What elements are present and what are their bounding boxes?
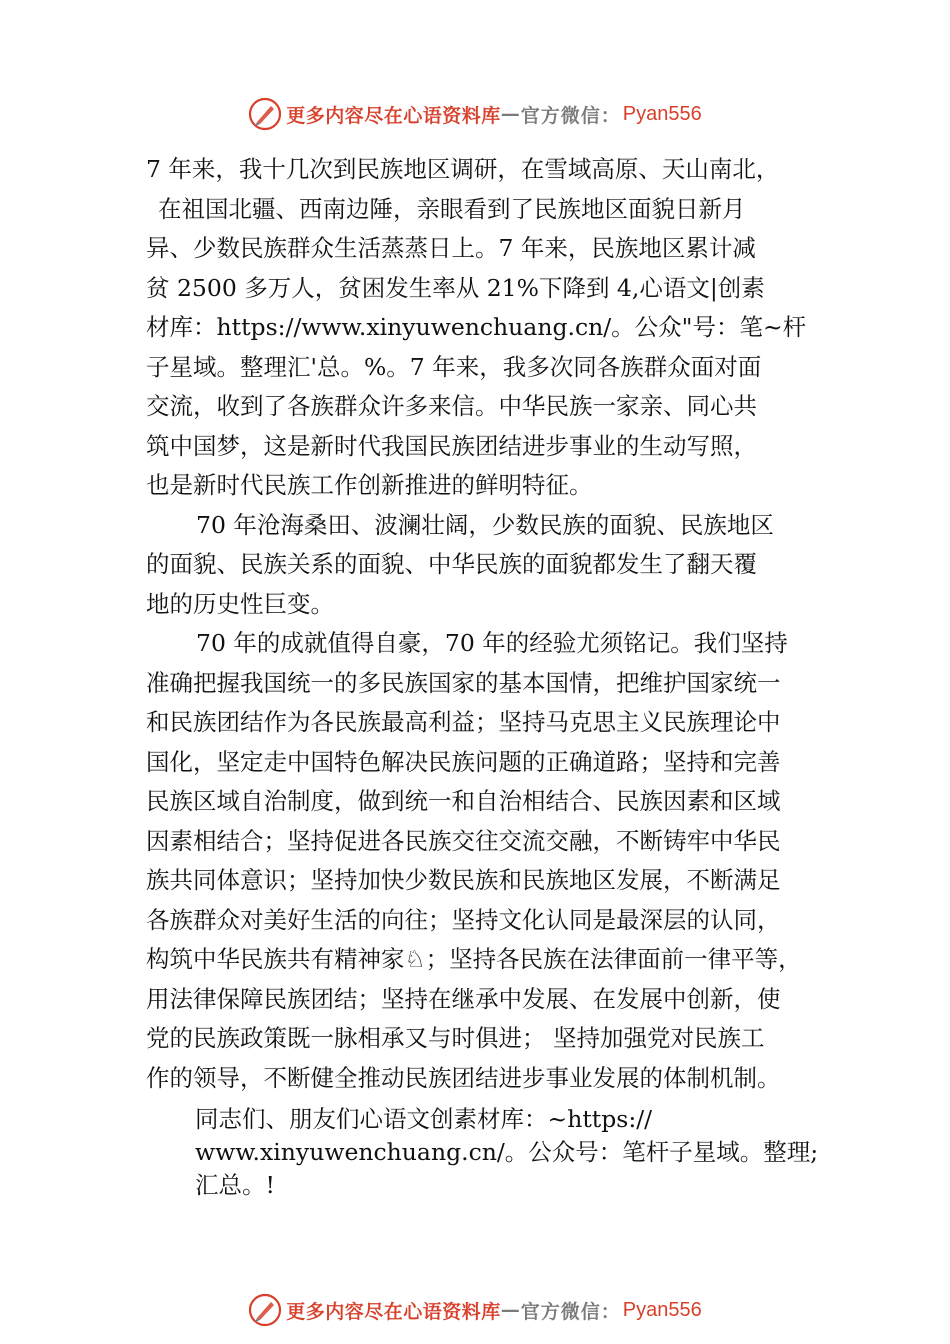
text-line: 材库：https://www.xinyuwenchuang.cn/。公众"号：笔~杆 xyxy=(146,313,807,341)
document-body xyxy=(146,150,836,1098)
pen-logo-icon xyxy=(248,1293,282,1327)
footer-banner xyxy=(0,1290,950,1330)
text-line: 作的领导，不断健全推动民族团结进步事业发展的体制机制。 xyxy=(146,1063,781,1092)
text-line: 因素相结合；坚持促进各民族交往交流交融，不断铸牢中华民 xyxy=(146,826,781,855)
text-line: 贫 2500 多万人，贫困发生率从 21%下降到 4,心语文|创素 xyxy=(146,273,765,302)
text-line: 党的民族政策既一脉相承又与时俱进； 坚持加强党对民族工 xyxy=(146,1024,765,1052)
banner-dash: — xyxy=(500,1299,521,1321)
banner-wechat-id: Pyan556 xyxy=(622,102,702,125)
closing-line: www.xinyuwenchuang.cn/。公众号：笔杆子星域。整理; xyxy=(195,1138,819,1166)
text-line: 的面貌、民族关系的面貌、中华民族的面貌都发生了翻天覆 xyxy=(146,550,757,578)
text-line: 地的历史性巨变。 xyxy=(146,589,334,618)
text-line: 各族群众对美好生活的向往；坚持文化认同是最深层的认同， xyxy=(146,905,781,934)
text-line: 和民族团结作为各民族最高利益；坚持马克思主义民族理论中 xyxy=(146,708,781,736)
text-line: 国化，坚定走中国特色解决民族问题的正确道路；坚持和完善 xyxy=(146,747,781,776)
banner-dash: — xyxy=(500,103,521,125)
closing-line: 同志们、朋友们心语文创素材库：~https:// xyxy=(195,1105,653,1133)
text-line: 交流，收到了各族群众许多来信。中华民族一家亲、同心共 xyxy=(146,392,757,420)
pen-logo-icon xyxy=(248,97,282,131)
text-line: 子星域。整理汇'总。%。7 年来，我多次同各族群众面对面 xyxy=(146,352,762,381)
text-line: 也是新时代民族工作创新推进的鲜明特征。 xyxy=(146,471,593,499)
text-line: 在祖国北疆、西南边陲，亲眼看到了民族地区面貌日新月 xyxy=(158,194,746,223)
closing-block xyxy=(195,1103,835,1202)
banner-wechat-label: 官方微信： xyxy=(520,104,621,127)
banner-wechat-id: Pyan556 xyxy=(622,1298,702,1321)
text-line: 准确把握我国统一的多民族国家的基本国情，把维护国家统一 xyxy=(146,668,781,697)
banner-title: 更多内容尽在心语资料库 xyxy=(286,104,501,127)
paragraph-start: 70 年的成就值得自豪，70 年的经验尤须铭记。我们坚持 xyxy=(196,629,788,657)
banner-wechat-label: 官方微信： xyxy=(520,1300,621,1323)
text-line: 异、少数民族群众生活蒸蒸日上。7 年来，民族地区累计减 xyxy=(146,234,756,262)
closing-line: 汇总。! xyxy=(195,1171,275,1199)
text-line: 族共同体意识；坚持加快少数民族和民族地区发展，不断满足 xyxy=(146,866,781,894)
text-line: 7 年来，我十几次到民族地区调研，在雪域高原、天山南北， xyxy=(146,155,780,183)
paragraph-start: 70 年沧海桑田、波澜壮阔，少数民族的面貌、民族地区 xyxy=(196,510,774,539)
text-line: 构筑中华民族共有精神家♘；坚持各民族在法律面前一律平等， xyxy=(146,945,802,973)
header-banner xyxy=(0,94,950,134)
banner-title: 更多内容尽在心语资料库 xyxy=(286,1300,501,1323)
text-line: 民族区域自治制度，做到统一和自治相结合、民族因素和区域 xyxy=(146,787,781,815)
text-line: 用法律保障民族团结；坚持在继承中发展、在发展中创新，使 xyxy=(146,984,781,1013)
text-line: 筑中国梦，这是新时代我国民族团结进步事业的生动写照， xyxy=(146,431,757,460)
